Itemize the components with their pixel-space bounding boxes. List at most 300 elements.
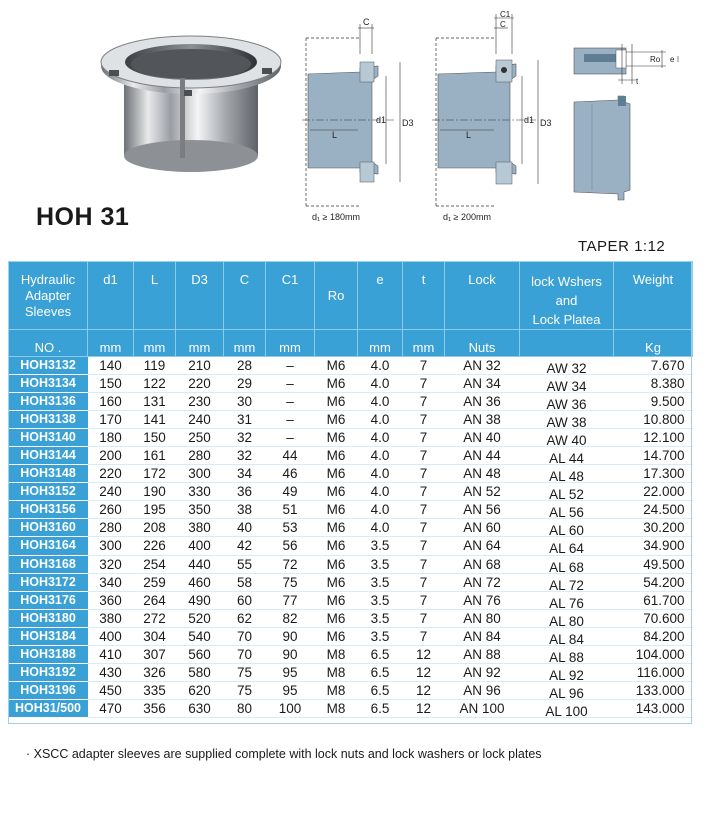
cell-e: 3.5 [358, 609, 403, 627]
unit-t: mm [403, 330, 445, 357]
cell-washer: AL 84 [520, 630, 614, 648]
cell-lock-nut: AN 40 [445, 429, 520, 447]
cell-e: 3.5 [358, 537, 403, 555]
cell-l: 208 [134, 519, 176, 537]
cell-e: 6.5 [358, 645, 403, 663]
cell-weight: 8.380 [614, 375, 693, 393]
diagram-b-label-l: L [466, 130, 472, 140]
cell-washer: AW 38 [520, 414, 614, 432]
taper-ratio: TAPER 1:12 [578, 238, 666, 255]
cell-c: 75 [224, 681, 266, 699]
cell-l: 195 [134, 501, 176, 519]
cell-no: HOH3164 [9, 537, 88, 555]
cell-lock-nut: AN 68 [445, 555, 520, 573]
cell-lock-nut: AN 72 [445, 573, 520, 591]
cell-d3: 560 [176, 645, 224, 663]
cell-e: 4.0 [358, 393, 403, 411]
cell-c: 28 [224, 357, 266, 375]
diagram-c-label-t: t [636, 77, 639, 86]
diagram-a-label-c: C [363, 17, 370, 27]
cell-e: 4.0 [358, 519, 403, 537]
table-row [9, 519, 693, 537]
table-row [9, 681, 693, 699]
unit-ro [315, 330, 358, 357]
cell-c1: 75 [266, 573, 315, 591]
cell-d1: 450 [88, 681, 134, 699]
cell-washer: AL 80 [520, 612, 614, 630]
cell-lock-nut: AN 64 [445, 537, 520, 555]
cell-d3: 380 [176, 519, 224, 537]
cell-d3: 490 [176, 591, 224, 609]
cell-washer: AL 72 [520, 576, 614, 594]
cell-d3: 350 [176, 501, 224, 519]
cell-washer: AL 64 [520, 540, 614, 558]
cell-no: HOH3138 [9, 411, 88, 429]
header-c: C [224, 262, 266, 330]
cell-c: 40 [224, 519, 266, 537]
table-row [9, 375, 693, 393]
header-c1: C1 [266, 262, 315, 330]
table-body [9, 357, 693, 718]
cell-l: 307 [134, 645, 176, 663]
diagram-b-label-d3: D3 [540, 118, 552, 128]
cell-c: 70 [224, 645, 266, 663]
cell-e: 4.0 [358, 465, 403, 483]
cell-l: 226 [134, 537, 176, 555]
cell-lock-nut: AN 88 [445, 645, 520, 663]
cell-washer: AL 76 [520, 594, 614, 612]
cell-lock-nut: AN 34 [445, 375, 520, 393]
cell-weight: 10.800 [614, 411, 693, 429]
cell-no: HOH3184 [9, 627, 88, 645]
diagram-c-label-ro: Ro [650, 55, 661, 64]
cell-l: 264 [134, 591, 176, 609]
cell-weight: 116.000 [614, 663, 693, 681]
table-row [9, 699, 693, 717]
cell-no: HOH3132 [9, 357, 88, 375]
cell-d3: 630 [176, 699, 224, 717]
cell-washer: AL 52 [520, 486, 614, 504]
header-washer-line2: and [555, 293, 578, 308]
cell-d1: 380 [88, 609, 134, 627]
cell-d3: 230 [176, 393, 224, 411]
cell-l: 119 [134, 357, 176, 375]
cell-washer: AL 92 [520, 666, 614, 684]
cell-weight: 30.200 [614, 519, 693, 537]
cell-e: 6.5 [358, 699, 403, 717]
table-row [9, 573, 693, 591]
cell-e: 3.5 [358, 573, 403, 591]
unit-washer [520, 330, 614, 357]
cell-washer: AW 32 [520, 360, 614, 378]
cell-c1: – [266, 429, 315, 447]
cell-lock-nut: AN 92 [445, 663, 520, 681]
cell-c1: 95 [266, 681, 315, 699]
cell-ro: M6 [315, 519, 358, 537]
cell-lock-nut: AN 52 [445, 483, 520, 501]
cell-t: 7 [403, 555, 445, 573]
cell-d3: 220 [176, 375, 224, 393]
cell-c1: 82 [266, 609, 315, 627]
cell-ro: M6 [315, 627, 358, 645]
cell-e: 4.0 [358, 447, 403, 465]
cell-d3: 330 [176, 483, 224, 501]
cell-no: HOH3176 [9, 591, 88, 609]
cell-lock-nut: AN 76 [445, 591, 520, 609]
table-row [9, 627, 693, 645]
cell-l: 272 [134, 609, 176, 627]
table-row [9, 537, 693, 555]
cell-d1: 180 [88, 429, 134, 447]
cell-d1: 260 [88, 501, 134, 519]
cell-c: 32 [224, 429, 266, 447]
cell-e: 3.5 [358, 627, 403, 645]
header-d1: d1 [88, 262, 134, 330]
cell-l: 190 [134, 483, 176, 501]
cell-washer: AW 36 [520, 396, 614, 414]
cell-d1: 360 [88, 591, 134, 609]
table-row [9, 609, 693, 627]
cell-no: HOH3140 [9, 429, 88, 447]
cell-d1: 170 [88, 411, 134, 429]
cell-lock-nut: AN 96 [445, 681, 520, 699]
cell-lock-nut: AN 60 [445, 519, 520, 537]
cell-l: 304 [134, 627, 176, 645]
cell-ro: M6 [315, 501, 358, 519]
sleeve-section-diagram-large [430, 10, 560, 224]
cell-t: 7 [403, 393, 445, 411]
cell-c1: 44 [266, 447, 315, 465]
cell-ro: M8 [315, 699, 358, 717]
cell-washer: AL 100 [520, 702, 614, 720]
cell-c1: 95 [266, 663, 315, 681]
cell-lock-nut: AN 84 [445, 627, 520, 645]
unit-e: mm [358, 330, 403, 357]
header-l: L [134, 262, 176, 330]
cell-no: HOH3196 [9, 681, 88, 699]
cell-e: 6.5 [358, 681, 403, 699]
cell-no: HOH3192 [9, 663, 88, 681]
unit-l: mm [134, 330, 176, 357]
cell-ro: M6 [315, 411, 358, 429]
cell-t: 12 [403, 699, 445, 717]
cell-ro: M8 [315, 681, 358, 699]
cell-c: 38 [224, 501, 266, 519]
header-washer-line1: lock Wshers [531, 274, 602, 289]
cell-d1: 470 [88, 699, 134, 717]
cell-t: 7 [403, 357, 445, 375]
cell-washer: AL 44 [520, 450, 614, 468]
cell-no: HOH3188 [9, 645, 88, 663]
table-row [9, 501, 693, 519]
table-row [9, 447, 693, 465]
cell-lock-nut: AN 56 [445, 501, 520, 519]
cell-d1: 200 [88, 447, 134, 465]
table-row [9, 357, 693, 375]
cell-c: 62 [224, 609, 266, 627]
cell-t: 7 [403, 375, 445, 393]
header-name-line2: Adapter [25, 288, 71, 303]
cell-c1: – [266, 411, 315, 429]
diagram-b-caption: d₁ ≥ 200mm [443, 212, 491, 222]
cell-e: 4.0 [358, 411, 403, 429]
footnote: · XSCC adapter sleeves are supplied complete with lock nuts and lock washers or lock plates [26, 747, 542, 761]
adapter-sleeve-photo [96, 18, 286, 178]
cell-c: 80 [224, 699, 266, 717]
cell-d1: 300 [88, 537, 134, 555]
header-weight: Weight [614, 262, 693, 330]
cell-d1: 140 [88, 357, 134, 375]
cell-lock-nut: AN 36 [445, 393, 520, 411]
cell-e: 4.0 [358, 501, 403, 519]
cell-e: 4.0 [358, 375, 403, 393]
table-row [9, 555, 693, 573]
unit-lock: Nuts [445, 330, 520, 357]
cell-c1: – [266, 375, 315, 393]
cell-l: 335 [134, 681, 176, 699]
cell-ro: M8 [315, 663, 358, 681]
cell-no: HOH3172 [9, 573, 88, 591]
cell-ro: M6 [315, 375, 358, 393]
cell-lock-nut: AN 44 [445, 447, 520, 465]
cell-c1: 90 [266, 645, 315, 663]
cell-c1: 100 [266, 699, 315, 717]
cell-washer: AW 34 [520, 378, 614, 396]
unit-no: NO . [9, 330, 88, 357]
cell-d3: 620 [176, 681, 224, 699]
cell-weight: 143.000 [614, 699, 693, 717]
cell-ro: M6 [315, 393, 358, 411]
cell-washer: AW 40 [520, 432, 614, 450]
cell-weight: 7.670 [614, 357, 693, 375]
cell-washer: AL 56 [520, 504, 614, 522]
table-row [9, 411, 693, 429]
cell-weight: 70.600 [614, 609, 693, 627]
header-name-line1: Hydraulic [20, 272, 76, 287]
cell-washer: AL 96 [520, 684, 614, 702]
cell-d3: 580 [176, 663, 224, 681]
cell-d1: 240 [88, 483, 134, 501]
unit-d1: mm [88, 330, 134, 357]
cell-l: 122 [134, 375, 176, 393]
cell-d1: 220 [88, 465, 134, 483]
diagram-b-label-c1: C1 [500, 10, 511, 19]
cell-lock-nut: AN 100 [445, 699, 520, 717]
cell-t: 7 [403, 519, 445, 537]
cell-c: 30 [224, 393, 266, 411]
cell-t: 12 [403, 681, 445, 699]
header-name [9, 262, 88, 330]
table-row [9, 591, 693, 609]
cell-t: 7 [403, 627, 445, 645]
cell-d1: 160 [88, 393, 134, 411]
cell-c: 34 [224, 465, 266, 483]
unit-c: mm [224, 330, 266, 357]
cell-c1: 51 [266, 501, 315, 519]
cell-lock-nut: AN 38 [445, 411, 520, 429]
cell-e: 6.5 [358, 663, 403, 681]
table-row [9, 393, 693, 411]
cell-d3: 460 [176, 573, 224, 591]
unit-d3: mm [176, 330, 224, 357]
cell-ro: M6 [315, 591, 358, 609]
cell-washer: AL 48 [520, 468, 614, 486]
cell-c1: 77 [266, 591, 315, 609]
cell-c: 75 [224, 663, 266, 681]
cell-e: 4.0 [358, 429, 403, 447]
cell-weight: 84.200 [614, 627, 693, 645]
cell-d3: 520 [176, 609, 224, 627]
cell-t: 7 [403, 537, 445, 555]
cell-no: HOH3180 [9, 609, 88, 627]
cell-weight: 54.200 [614, 573, 693, 591]
cell-lock-nut: AN 48 [445, 465, 520, 483]
cell-l: 356 [134, 699, 176, 717]
cell-weight: 24.500 [614, 501, 693, 519]
cell-c1: – [266, 393, 315, 411]
diagram-c-label-e: e [670, 55, 675, 64]
cell-d1: 400 [88, 627, 134, 645]
cell-t: 7 [403, 465, 445, 483]
cell-d3: 240 [176, 411, 224, 429]
cell-no: HOH3168 [9, 555, 88, 573]
cell-l: 150 [134, 429, 176, 447]
cell-c1: 49 [266, 483, 315, 501]
cell-l: 259 [134, 573, 176, 591]
cell-l: 326 [134, 663, 176, 681]
cell-d1: 280 [88, 519, 134, 537]
diagram-a-label-l: L [332, 130, 338, 140]
cell-no: HOH3136 [9, 393, 88, 411]
cell-weight: 49.500 [614, 555, 693, 573]
cell-ro: M6 [315, 447, 358, 465]
cell-d1: 340 [88, 573, 134, 591]
table-row [9, 465, 693, 483]
cell-t: 7 [403, 609, 445, 627]
cell-washer: AL 68 [520, 558, 614, 576]
cell-c: 32 [224, 447, 266, 465]
cell-t: 7 [403, 483, 445, 501]
cell-ro: M6 [315, 555, 358, 573]
diagram-b-label-c: C [500, 20, 506, 29]
cell-ro: M6 [315, 573, 358, 591]
cell-l: 141 [134, 411, 176, 429]
cell-c1: – [266, 357, 315, 375]
cell-d3: 440 [176, 555, 224, 573]
header-e: e [358, 262, 403, 330]
cell-c: 31 [224, 411, 266, 429]
header-washer [520, 262, 614, 330]
header-ro: Ro [315, 262, 358, 330]
cell-washer: AL 88 [520, 648, 614, 666]
cell-t: 7 [403, 573, 445, 591]
cell-no: HOH3134 [9, 375, 88, 393]
cell-l: 131 [134, 393, 176, 411]
cell-ro: M6 [315, 429, 358, 447]
cell-c: 58 [224, 573, 266, 591]
cell-weight: 133.000 [614, 681, 693, 699]
cell-e: 3.5 [358, 591, 403, 609]
cell-c1: 56 [266, 537, 315, 555]
cell-d3: 280 [176, 447, 224, 465]
cell-c: 42 [224, 537, 266, 555]
cell-c1: 46 [266, 465, 315, 483]
header-row [9, 262, 693, 330]
cell-t: 7 [403, 591, 445, 609]
cell-no: HOH31/500 [9, 699, 88, 717]
table-row [9, 645, 693, 663]
cell-weight: 22.000 [614, 483, 693, 501]
cell-l: 161 [134, 447, 176, 465]
cell-c1: 90 [266, 627, 315, 645]
cell-weight: 14.700 [614, 447, 693, 465]
cell-c: 29 [224, 375, 266, 393]
cell-weight: 61.700 [614, 591, 693, 609]
oil-hole-detail-diagram [566, 40, 686, 215]
diagram-a-label-d1: d1 [376, 115, 387, 125]
header-t: t [403, 262, 445, 330]
cell-ro: M8 [315, 645, 358, 663]
cell-l: 254 [134, 555, 176, 573]
unit-row [9, 330, 693, 357]
cell-c: 60 [224, 591, 266, 609]
table-row [9, 663, 693, 681]
cell-t: 7 [403, 501, 445, 519]
cell-no: HOH3148 [9, 465, 88, 483]
cell-t: 7 [403, 411, 445, 429]
cell-weight: 104.000 [614, 645, 693, 663]
cell-no: HOH3152 [9, 483, 88, 501]
cell-no: HOH3156 [9, 501, 88, 519]
cell-ro: M6 [315, 465, 358, 483]
cell-lock-nut: AN 80 [445, 609, 520, 627]
cell-no: HOH3144 [9, 447, 88, 465]
cell-washer: AL 60 [520, 522, 614, 540]
cell-no: HOH3160 [9, 519, 88, 537]
cell-l: 172 [134, 465, 176, 483]
cell-ro: M6 [315, 537, 358, 555]
cell-weight: 34.900 [614, 537, 693, 555]
header-name-line3: Sleeves [24, 304, 72, 319]
cell-d1: 150 [88, 375, 134, 393]
cell-t: 12 [403, 663, 445, 681]
cell-weight: 9.500 [614, 393, 693, 411]
page-title: HOH 31 [36, 203, 130, 231]
cell-c1: 72 [266, 555, 315, 573]
cell-e: 4.0 [358, 357, 403, 375]
header-d3: D3 [176, 262, 224, 330]
table-row [9, 483, 693, 501]
cell-c1: 53 [266, 519, 315, 537]
cell-d1: 430 [88, 663, 134, 681]
header-washer-line3: Lock Platea [532, 312, 601, 327]
unit-c1: mm [266, 330, 315, 357]
cell-ro: M6 [315, 483, 358, 501]
cell-e: 3.5 [358, 555, 403, 573]
cell-d3: 540 [176, 627, 224, 645]
unit-weight: Kg [614, 330, 693, 357]
spec-table [8, 261, 693, 718]
cell-e: 4.0 [358, 483, 403, 501]
cell-t: 7 [403, 429, 445, 447]
diagram-b-label-d1: d1 [524, 115, 535, 125]
cell-c: 36 [224, 483, 266, 501]
sleeve-section-diagram-small [300, 14, 418, 224]
cell-c: 55 [224, 555, 266, 573]
diagram-a-caption: d₁ ≥ 180mm [312, 212, 360, 222]
header-lock: Lock [445, 262, 520, 330]
cell-d1: 320 [88, 555, 134, 573]
